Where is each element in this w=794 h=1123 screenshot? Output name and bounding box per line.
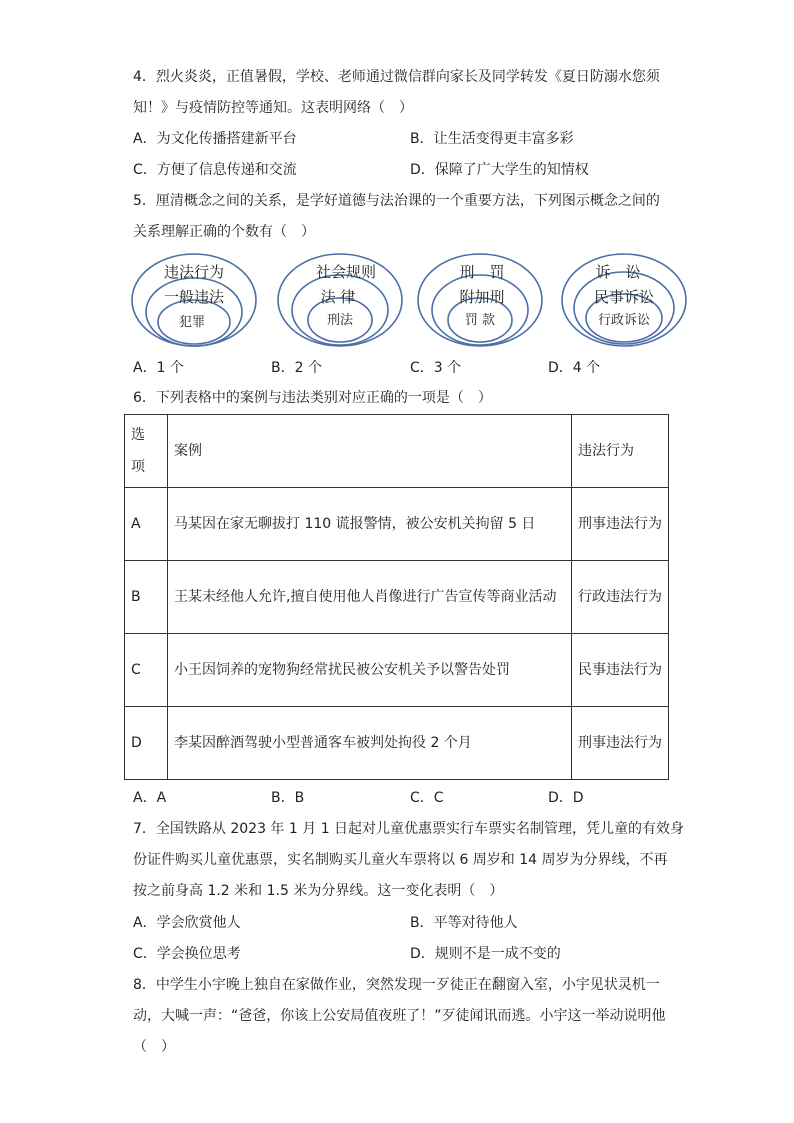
diagram-4-outer-label: 诉 讼 (595, 263, 641, 281)
q7-option-d: D．规则不是一成不变的 (410, 946, 561, 962)
table-header-row (125, 415, 669, 488)
q6-option-b: B．B (271, 790, 305, 806)
q4-stem-line2: 知！》与疫情防控等通知。这表明网络（ ） (133, 100, 413, 116)
q5-option-b: B．2 个 (271, 360, 322, 376)
q5-option-c: C．3 个 (410, 360, 462, 376)
table-row (125, 634, 669, 707)
q6-stem-line1: 6．下列表格中的案例与违法类别对应正确的一项是（ ） (133, 390, 492, 406)
q4-option-a: A．为文化传播搭建新平台 (133, 131, 297, 147)
header-option (125, 415, 168, 488)
table-row (125, 488, 669, 561)
row-case: 李某因醉酒驾驶小型普通客车被判处拘役 2 个月 (168, 707, 572, 780)
q7-stem-line2: 份证件购买儿童优惠票，实名制购买儿童火车票将以 6 周岁和 14 周岁为分界线，不再 (133, 852, 668, 868)
q7-stem-line1: 7．全国铁路从 2023 年 1 月 1 日起对儿童优惠票实行车票实名制管理，凭儿童的有效身 (133, 821, 685, 837)
diagram-3-inner-label: 罚 款 (464, 313, 496, 328)
diagram-2-middle-label: 法 律 (320, 288, 356, 306)
q7-option-a: A．学会欣赏他人 (133, 915, 241, 931)
row-violation: 刑事违法行为 (572, 707, 669, 780)
row-case: 马某因在家无聊拔打 110 谎报警情，被公安机关拘留 5 日 (168, 488, 572, 561)
q7-option-b: B．平等对待他人 (410, 915, 518, 931)
diagram-2 (278, 254, 402, 346)
q5-stem-line2: 关系理解正确的个数有（ ） (133, 224, 315, 240)
row-case: 小王因饲养的宠物狗经常扰民被公安机关予以警告处罚 (168, 634, 572, 707)
q6-option-d: D．D (548, 790, 584, 806)
concept-diagrams (130, 252, 690, 352)
table-row (125, 561, 669, 634)
q8-stem-line1: 8．中学生小宇晚上独自在家做作业，突然发现一歹徒正在翻窗入室，小宇见状灵机一 (133, 977, 660, 993)
diagram-1-outer-label: 违法行为 (163, 263, 225, 281)
diagram-1 (132, 254, 256, 346)
case-table (124, 414, 669, 780)
row-option: A (125, 488, 168, 561)
q4-option-c: C．方便了信息传递和交流 (133, 162, 297, 178)
diagram-3-outer-label: 刑 罚 (459, 263, 505, 281)
q5-stem-line1: 5．厘清概念之间的关系，是学好道德与法治课的一个重要方法，下列图示概念之间的 (133, 193, 660, 209)
diagram-2-inner-label: 刑法 (326, 313, 354, 328)
q8-stem-line3: （ ） (133, 1039, 175, 1055)
diagram-2-outer-label: 社会规则 (315, 263, 377, 281)
row-violation: 行政违法行为 (572, 561, 669, 634)
row-option: D (125, 707, 168, 780)
header-option-text: 选项 (131, 427, 145, 475)
q6-option-c: C．C (410, 790, 444, 806)
q4-stem-line1: 4．烈火炎炎，正值暑假，学校、老师通过微信群向家长及同学转发《夏日防溺水您须 (133, 69, 660, 85)
row-option: C (125, 634, 168, 707)
diagram-1-middle-label: 一般违法 (163, 288, 225, 306)
q7-stem-line3: 按之前身高 1.2 米和 1.5 米为分界线。这一变化表明（ ） (133, 883, 504, 899)
diagram-4-middle-label: 民事诉讼 (593, 288, 655, 306)
diagram-3 (418, 254, 542, 346)
q4-option-b: B．让生活变得更丰富多彩 (410, 131, 574, 147)
header-violation: 违法行为 (572, 415, 669, 488)
q5-option-d: D．4 个 (548, 360, 601, 376)
row-option: B (125, 561, 168, 634)
header-case: 案例 (168, 415, 572, 488)
row-case: 王某未经他人允许,擅自使用他人肖像进行广告宣传等商业活动 (168, 561, 572, 634)
row-violation: 刑事违法行为 (572, 488, 669, 561)
diagram-4-inner-label: 行政诉讼 (597, 313, 651, 328)
row-violation: 民事违法行为 (572, 634, 669, 707)
diagram-1-inner-label: 犯罪 (178, 315, 206, 330)
q5-option-a: A．1 个 (133, 360, 184, 376)
q7-option-c: C．学会换位思考 (133, 946, 241, 962)
q4-option-d: D．保障了广大学生的知情权 (410, 162, 589, 178)
q8-stem-line2: 动，大喊一声：“爸爸，你该上公安局值夜班了！”歹徒闻讯而逃。小宇这一举动说明他 (133, 1008, 666, 1024)
diagram-4 (562, 254, 686, 346)
q6-option-a: A．A (133, 790, 167, 806)
table-row (125, 707, 669, 780)
diagram-3-middle-label: 附加刑 (459, 288, 505, 306)
